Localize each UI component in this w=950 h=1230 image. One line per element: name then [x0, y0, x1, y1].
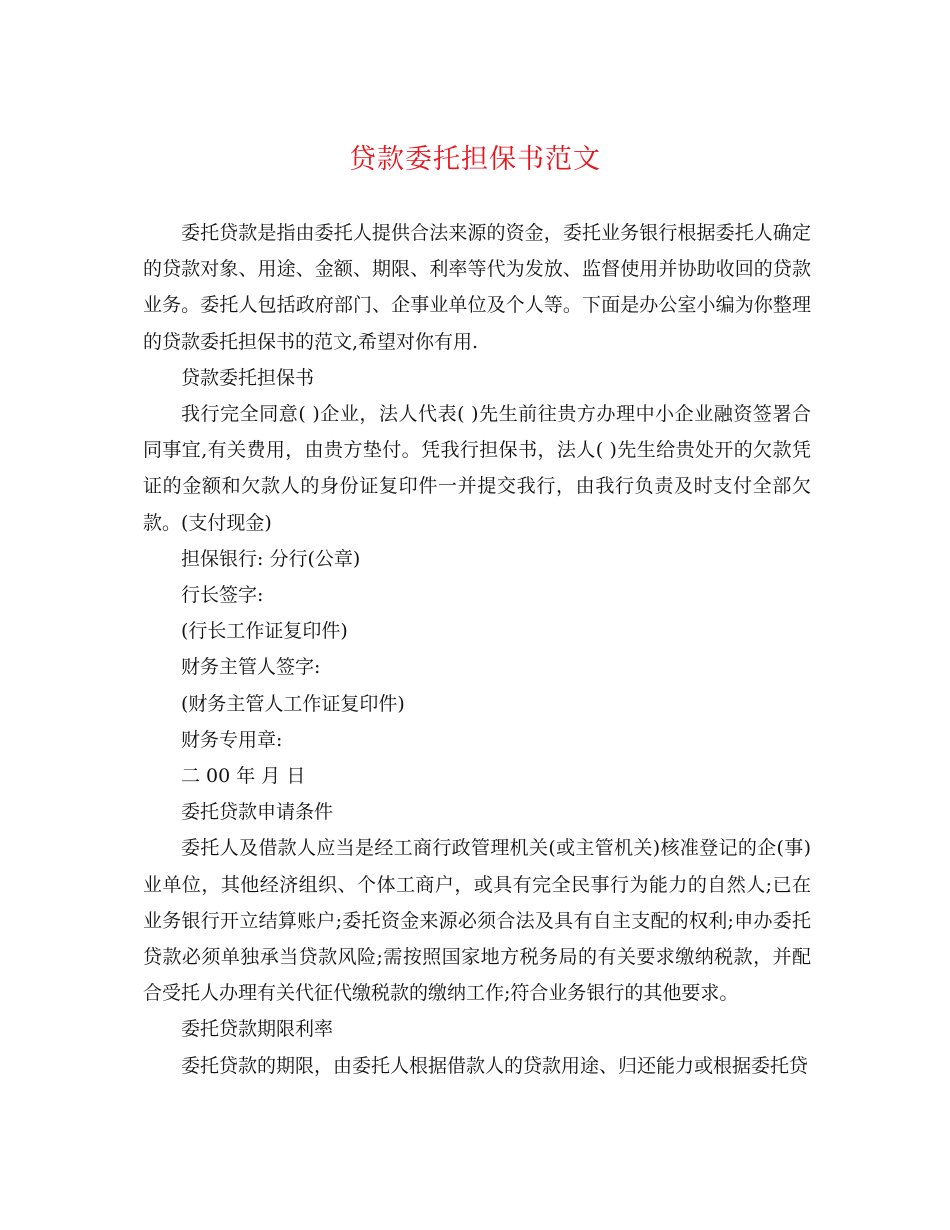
- line-finance-manager-signature: 财务主管人签字:: [181, 656, 321, 679]
- heading-term-rate: 委托贷款期限利率: [181, 1018, 334, 1041]
- line-president-id-copy: (行长工作证复印件): [181, 620, 348, 643]
- paragraph-intro: 委托贷款是指由委托人提供合法来源的资金，委托业务银行根据委托人确定的贷款对象、用途、金额、期限、利率等代为发放、监督使用并协助收回的贷款业务。委托人包括政府部门、企事业单位及个人等。下面是办公室小编为你整理的贷款委托担保书的范文,希望对你有用.: [143, 222, 811, 353]
- heading-guarantee-letter: 贷款委托担保书: [181, 366, 315, 389]
- line-guarantor-bank: 担保银行: 分行(公章): [181, 547, 361, 570]
- line-president-signature: 行长签字:: [181, 584, 264, 607]
- line-finance-seal: 财务专用章:: [181, 728, 283, 751]
- line-finance-manager-id-copy: (财务主管人工作证复印件): [181, 692, 405, 715]
- heading-application-conditions: 委托贷款申请条件: [181, 801, 334, 824]
- line-date: 二 00 年 月 日: [181, 765, 306, 788]
- paragraph-term-rate: 委托贷款的期限，由委托人根据借款人的贷款用途、归还能力或根据委托贷: [181, 1054, 809, 1077]
- paragraph-guarantee-statement: 我行完全同意( )企业，法人代表( )先生前往贵方办理中小企业融资签署合同事宜,有关费用，由贵方垫付。凭我行担保书，法人( )先生给贵处开的欠款凭证的金额和欠款人的身份证复印件一并提交我行，由我行负责及时支付全部欠款。(支付现金): [143, 403, 811, 534]
- document-title: 贷款委托担保书范文: [349, 144, 601, 175]
- document-body: [143, 215, 811, 1084]
- paragraph-application-conditions: 委托人及借款人应当是经工商行政管理机关(或主管机关)核准登记的企(事)业单位，其他经济组织、个体工商户，或具有完全民事行为能力的自然人;已在业务银行开立结算账户;委托资金来源必须合法及具有自主支配的权利;申办委托贷款必须单独承当贷款风险;需按照国家地方税务局的有关要求缴纳税款，并配合受托人办理有关代征代缴税款的缴纳工作;符合业务银行的其他要求。: [143, 837, 811, 1005]
